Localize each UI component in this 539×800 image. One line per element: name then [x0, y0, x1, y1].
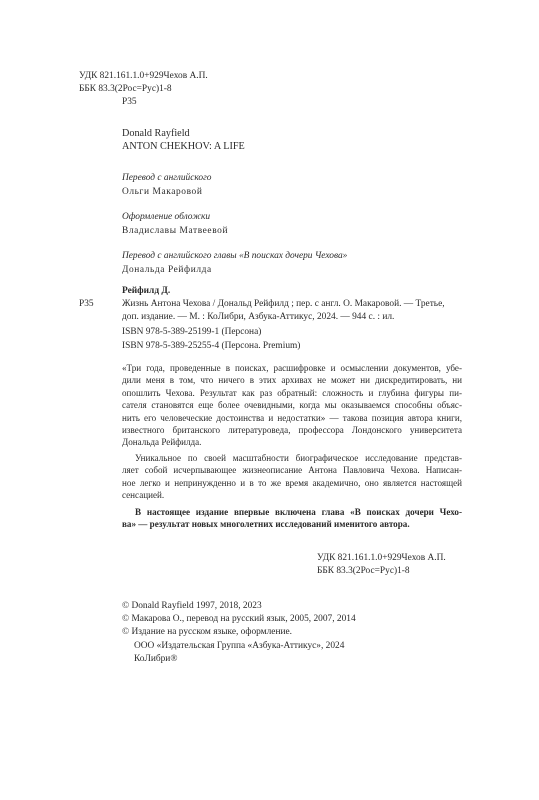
credit-name: Дональда Рейфилда: [122, 265, 212, 275]
bbk-code-bottom: ББК 83.3(2Рос=Рус)1-8: [317, 566, 410, 576]
original-author: Donald Rayfield: [122, 128, 190, 139]
copyright-line: ООО «Издательская Группа «Азбука-Аттикус», 2024: [134, 640, 345, 651]
credit-role: Перевод с английского: [122, 173, 212, 183]
copyright-block: [122, 600, 356, 666]
isbn-persona-premium: ISBN 978-5-389-25255-4 (Персона. Premium): [122, 341, 301, 351]
credit-name: Владиславы Матвеевой: [122, 226, 229, 236]
catalog-author-mark: Р35: [79, 299, 94, 309]
original-title: ANTON CHEKHOV: A LIFE: [122, 141, 245, 152]
annotation-line: В настоящее издание впервые включена глава «В поисках дочери Чехо-: [135, 507, 462, 517]
credit-role: Оформление обложки: [122, 212, 211, 222]
annotation-paragraph-bold: [122, 506, 462, 531]
annotation-paragraph: [122, 362, 462, 449]
copyright-line: КоЛибри®: [134, 653, 178, 664]
credit-name: Ольги Макаровой: [122, 187, 203, 197]
annotation-line: «Три года, проведенные в поисках, расшифровке и осмыслении документов, убе-: [122, 363, 462, 373]
annotation-line: сателя становятся еще более очевидными, когда мы оказываемся способны объяс-: [122, 400, 462, 411]
annotation-line: сенсацией.: [122, 490, 165, 501]
isbn-persona: ISBN 978-5-389-25199-1 (Персона): [122, 327, 262, 337]
annotation-line: известного британского литературоведа, профессора Лондонского университета: [122, 425, 462, 436]
udk-code-top: УДК 821.161.1.0+929Чехов А.П.: [79, 71, 208, 81]
annotation-line: дили меня в том, что ничего в этих архивах не может ни дискредитировать, ни: [122, 375, 462, 386]
credit-role: Перевод с английского главы «В поисках дочери Чехова»: [122, 251, 348, 261]
annotation-line: нить его человеческие достоинства и недостатки» — такова позиция автора книги,: [122, 412, 462, 423]
author-mark-top: Р35: [122, 97, 137, 107]
copyright-line: © Издание на русском языке, оформление.: [122, 627, 292, 638]
annotation-paragraph: [122, 452, 462, 502]
annotation-line: Уникальное по своей масштабности биографическое исследование представ-: [135, 453, 462, 463]
annotation-line: опошлить Чехова. Результат как раз обратный: сложность и глубина фигуры пи-: [122, 387, 462, 398]
udk-code-bottom: УДК 821.161.1.0+929Чехов А.П.: [317, 553, 446, 563]
catalog-description-line: доп. издание. — М. : КоЛибри, Азбука-Аттикус, 2024. — 944 с. : ил.: [122, 312, 395, 322]
copyright-line: © Макарова О., перевод на русский язык, 2005, 2007, 2014: [122, 614, 356, 625]
annotation-line: ляет собой исчерпывающее жизнеописание Антона Павловича Чехова. Написан-: [122, 465, 462, 476]
annotation-line: ва» — результат новых многолетних исследований именитого автора.: [122, 519, 410, 530]
annotation-line: ное легко и непринужденно и в то же время академично, оно является настоящей: [122, 477, 462, 488]
catalog-heading: Рейфилд Д.: [122, 286, 171, 296]
catalog-description-line: Жизнь Антона Чехова / Дональд Рейфилд ; пер. с англ. О. Макаровой. — Третье,: [122, 299, 445, 309]
copyright-line: © Donald Rayfield 1997, 2018, 2023: [122, 601, 262, 611]
annotation-line: Дональда Рейфилда.: [122, 437, 202, 448]
bbk-code-top: ББК 83.3(2Рос=Рус)1-8: [79, 84, 172, 94]
